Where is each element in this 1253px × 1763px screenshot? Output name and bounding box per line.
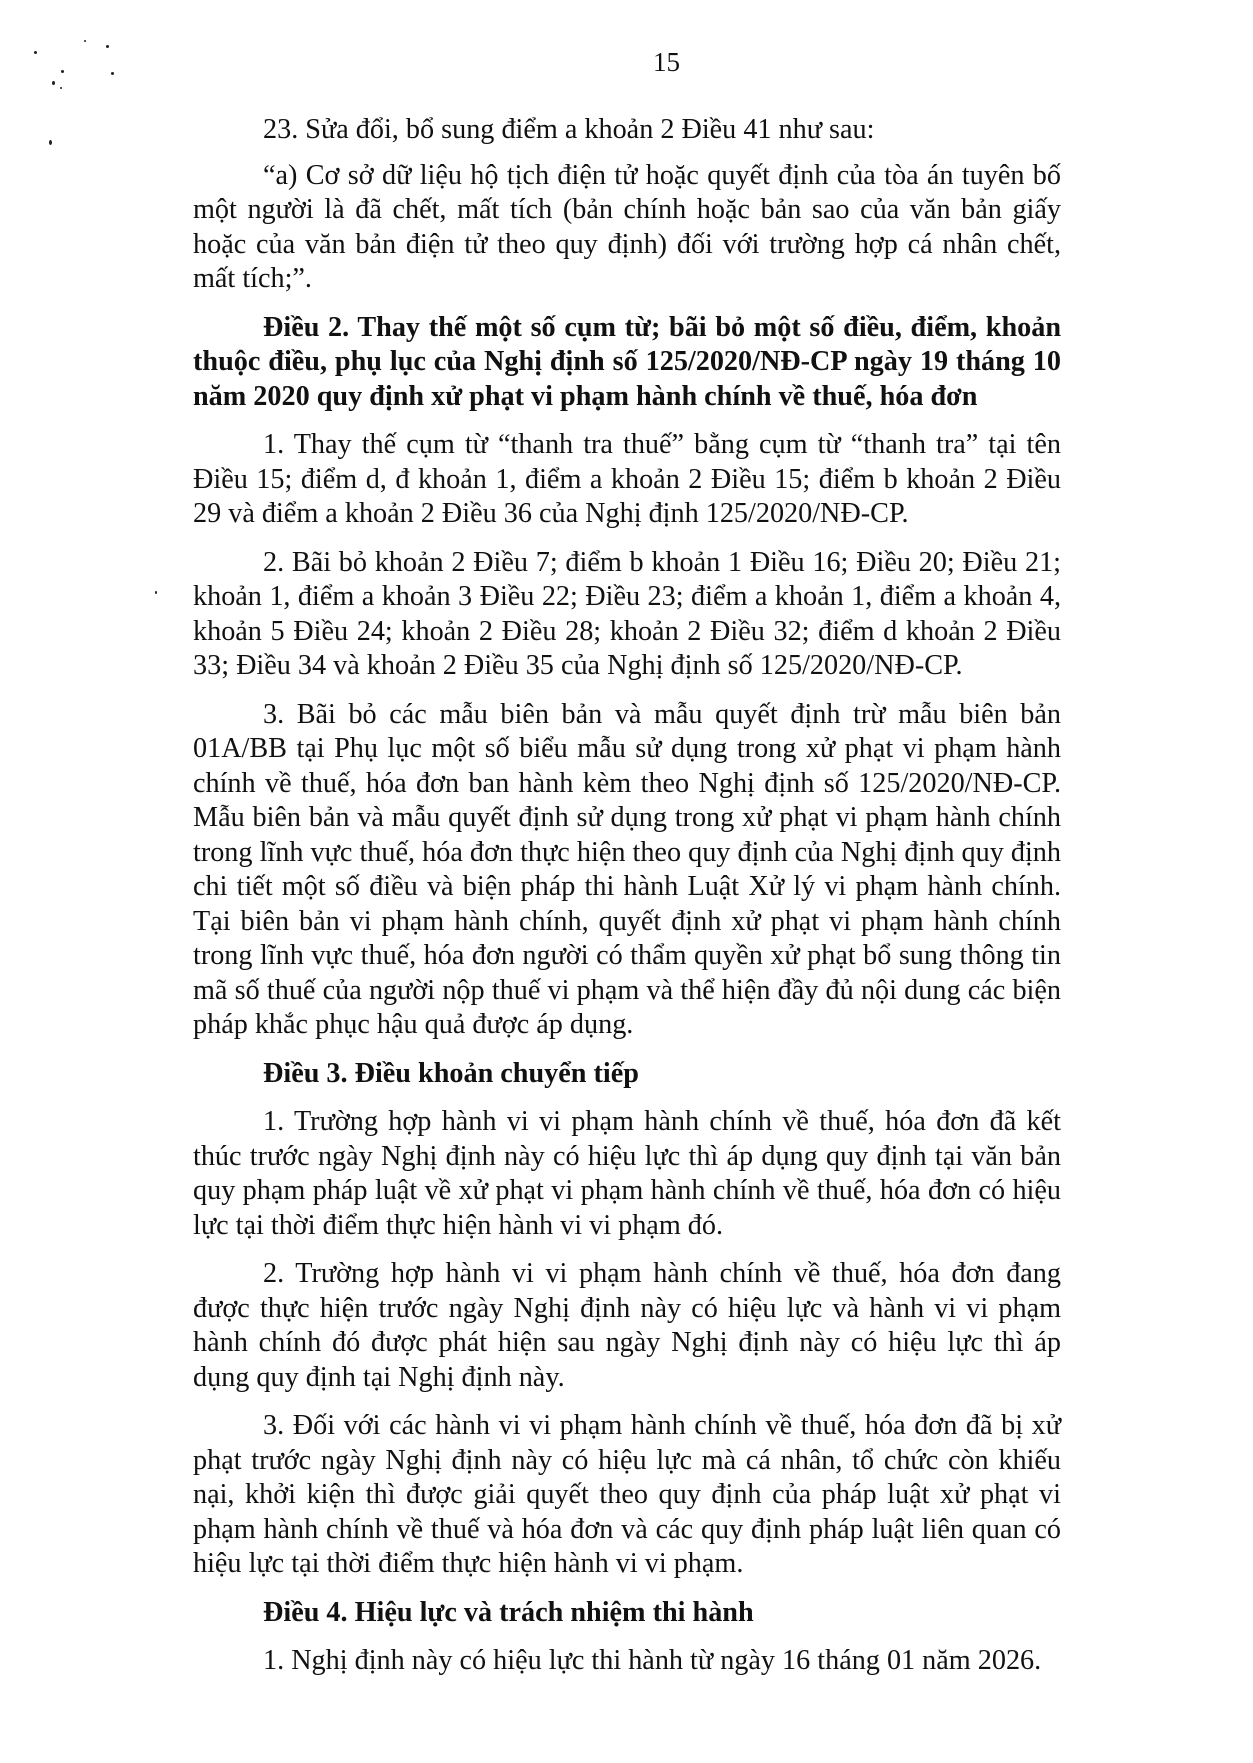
paragraph-clause-23: 23. Sửa đổi, bổ sung điểm a khoản 2 Điều 41 như sau:: [263, 114, 875, 145]
article-3-clause-3: 3. Đối với các hành vi vi phạm hành chính về thuế, hóa đơn đã bị xử phạt trước ngày Nghị định này có hiệu lực mà cá nhân, tổ chức còn khiếu nại, khởi kiện thì được giải quyết theo quy định của pháp luật xử phạt vi phạm hành chính về thuế và hóa đơn và các quy định pháp luật liên quan có hiệu lực tại thời điểm thực hiện hành vi vi phạm.: [193, 1410, 1061, 1579]
scan-speck: [34, 51, 37, 54]
article-4-heading: Điều 4. Hiệu lực và trách nhiệm thi hành: [263, 1596, 754, 1628]
article-4-clause-1: 1. Nghị định này có hiệu lực thi hành từ ngày 16 tháng 01 năm 2026.: [263, 1645, 1042, 1676]
scan-speck: [49, 140, 52, 145]
scan-speck: [84, 40, 86, 42]
article-2-heading: Điều 2. Thay thế một số cụm từ; bãi bỏ một số điều, điểm, khoản thuộc điều, phụ lục của Nghị định số 125/2020/NĐ-CP ngày 19 tháng 10 năm 2020 quy định xử phạt vi phạm hành chính về thuế, hóa đơn: [193, 311, 1061, 412]
page-number: 15: [653, 47, 680, 77]
document-body: [193, 113, 1061, 1679]
scan-speck: [155, 591, 157, 594]
article-2-clause-2: 2. Bãi bỏ khoản 2 Điều 7; điểm b khoản 1 Điều 16; Điều 20; Điều 21; khoản 1, điểm a khoản 3 Điều 22; Điều 23; điểm a khoản 1, điểm a khoản 4, khoản 5 Điều 24; khoản 2 Điều 28; khoản 2 Điều 32; điểm d khoản 2 Điều 33; Điều 34 và khoản 2 Điều 35 của Nghị định số 125/2020/NĐ-CP.: [193, 546, 1061, 681]
article-3-clause-2: 2. Trường hợp hành vi vi phạm hành chính về thuế, hóa đơn đang được thực hiện trước ngày Nghị định này có hiệu lực và hành vi vi phạm hành chính đó được phát hiện sau ngày Nghị định này có hiệu lực thì áp dụng quy định tại Nghị định này.: [193, 1258, 1061, 1393]
article-2-clause-1: 1. Thay thế cụm từ “thanh tra thuế” bằng cụm từ “thanh tra” tại tên Điều 15; điểm d, đ khoản 1, điểm a khoản 2 Điều 15; điểm b khoản 2 Điều 29 và điểm a khoản 2 Điều 36 của Nghị định 125/2020/NĐ-CP.: [193, 429, 1061, 529]
article-3-heading: Điều 3. Điều khoản chuyển tiếp: [263, 1057, 639, 1089]
article-2-clause-3: 3. Bãi bỏ các mẫu biên bản và mẫu quyết định trừ mẫu biên bản 01A/BB tại Phụ lục một số biểu mẫu sử dụng trong xử phạt vi phạm hành chính về thuế, hóa đơn ban hành kèm theo Nghị định số 125/2020/NĐ-CP. Mẫu biên bản và mẫu quyết định sử dụng trong xử phạt vi phạm hành chính trong lĩnh vực thuế, hóa đơn thực hiện theo quy định của Nghị định quy định chi tiết một số điều và biện pháp thi hành Luật Xử lý vi phạm hành chính. Tại biên bản vi phạm hành chính, quyết định xử phạt vi phạm hành chính trong lĩnh vực thuế, hóa đơn người có thẩm quyền xử phạt bổ sung thông tin mã số thuế của người nộp thuế vi phạm và thể hiện đầy đủ nội dung các biện pháp khắc phục hậu quả được áp dụng.: [193, 698, 1061, 1040]
article-3-clause-1: 1. Trường hợp hành vi vi phạm hành chính về thuế, hóa đơn đã kết thúc trước ngày Nghị định này có hiệu lực thì áp dụng quy định tại văn bản quy phạm pháp luật về xử phạt vi phạm hành chính về thuế, hóa đơn có hiệu lực tại thời điểm thực hiện hành vi vi phạm đó.: [193, 1106, 1061, 1241]
scan-speck: [52, 81, 55, 85]
scan-speck: [60, 87, 62, 89]
paragraph-clause-23a: “a) Cơ sở dữ liệu hộ tịch điện tử hoặc quyết định của tòa án tuyên bố một người là đã chết, mất tích (bản chính hoặc bản sao của văn bản giấy hoặc của văn bản điện tử theo quy định) đối với trường hợp cá nhân chết, mất tích;”.: [193, 159, 1061, 294]
